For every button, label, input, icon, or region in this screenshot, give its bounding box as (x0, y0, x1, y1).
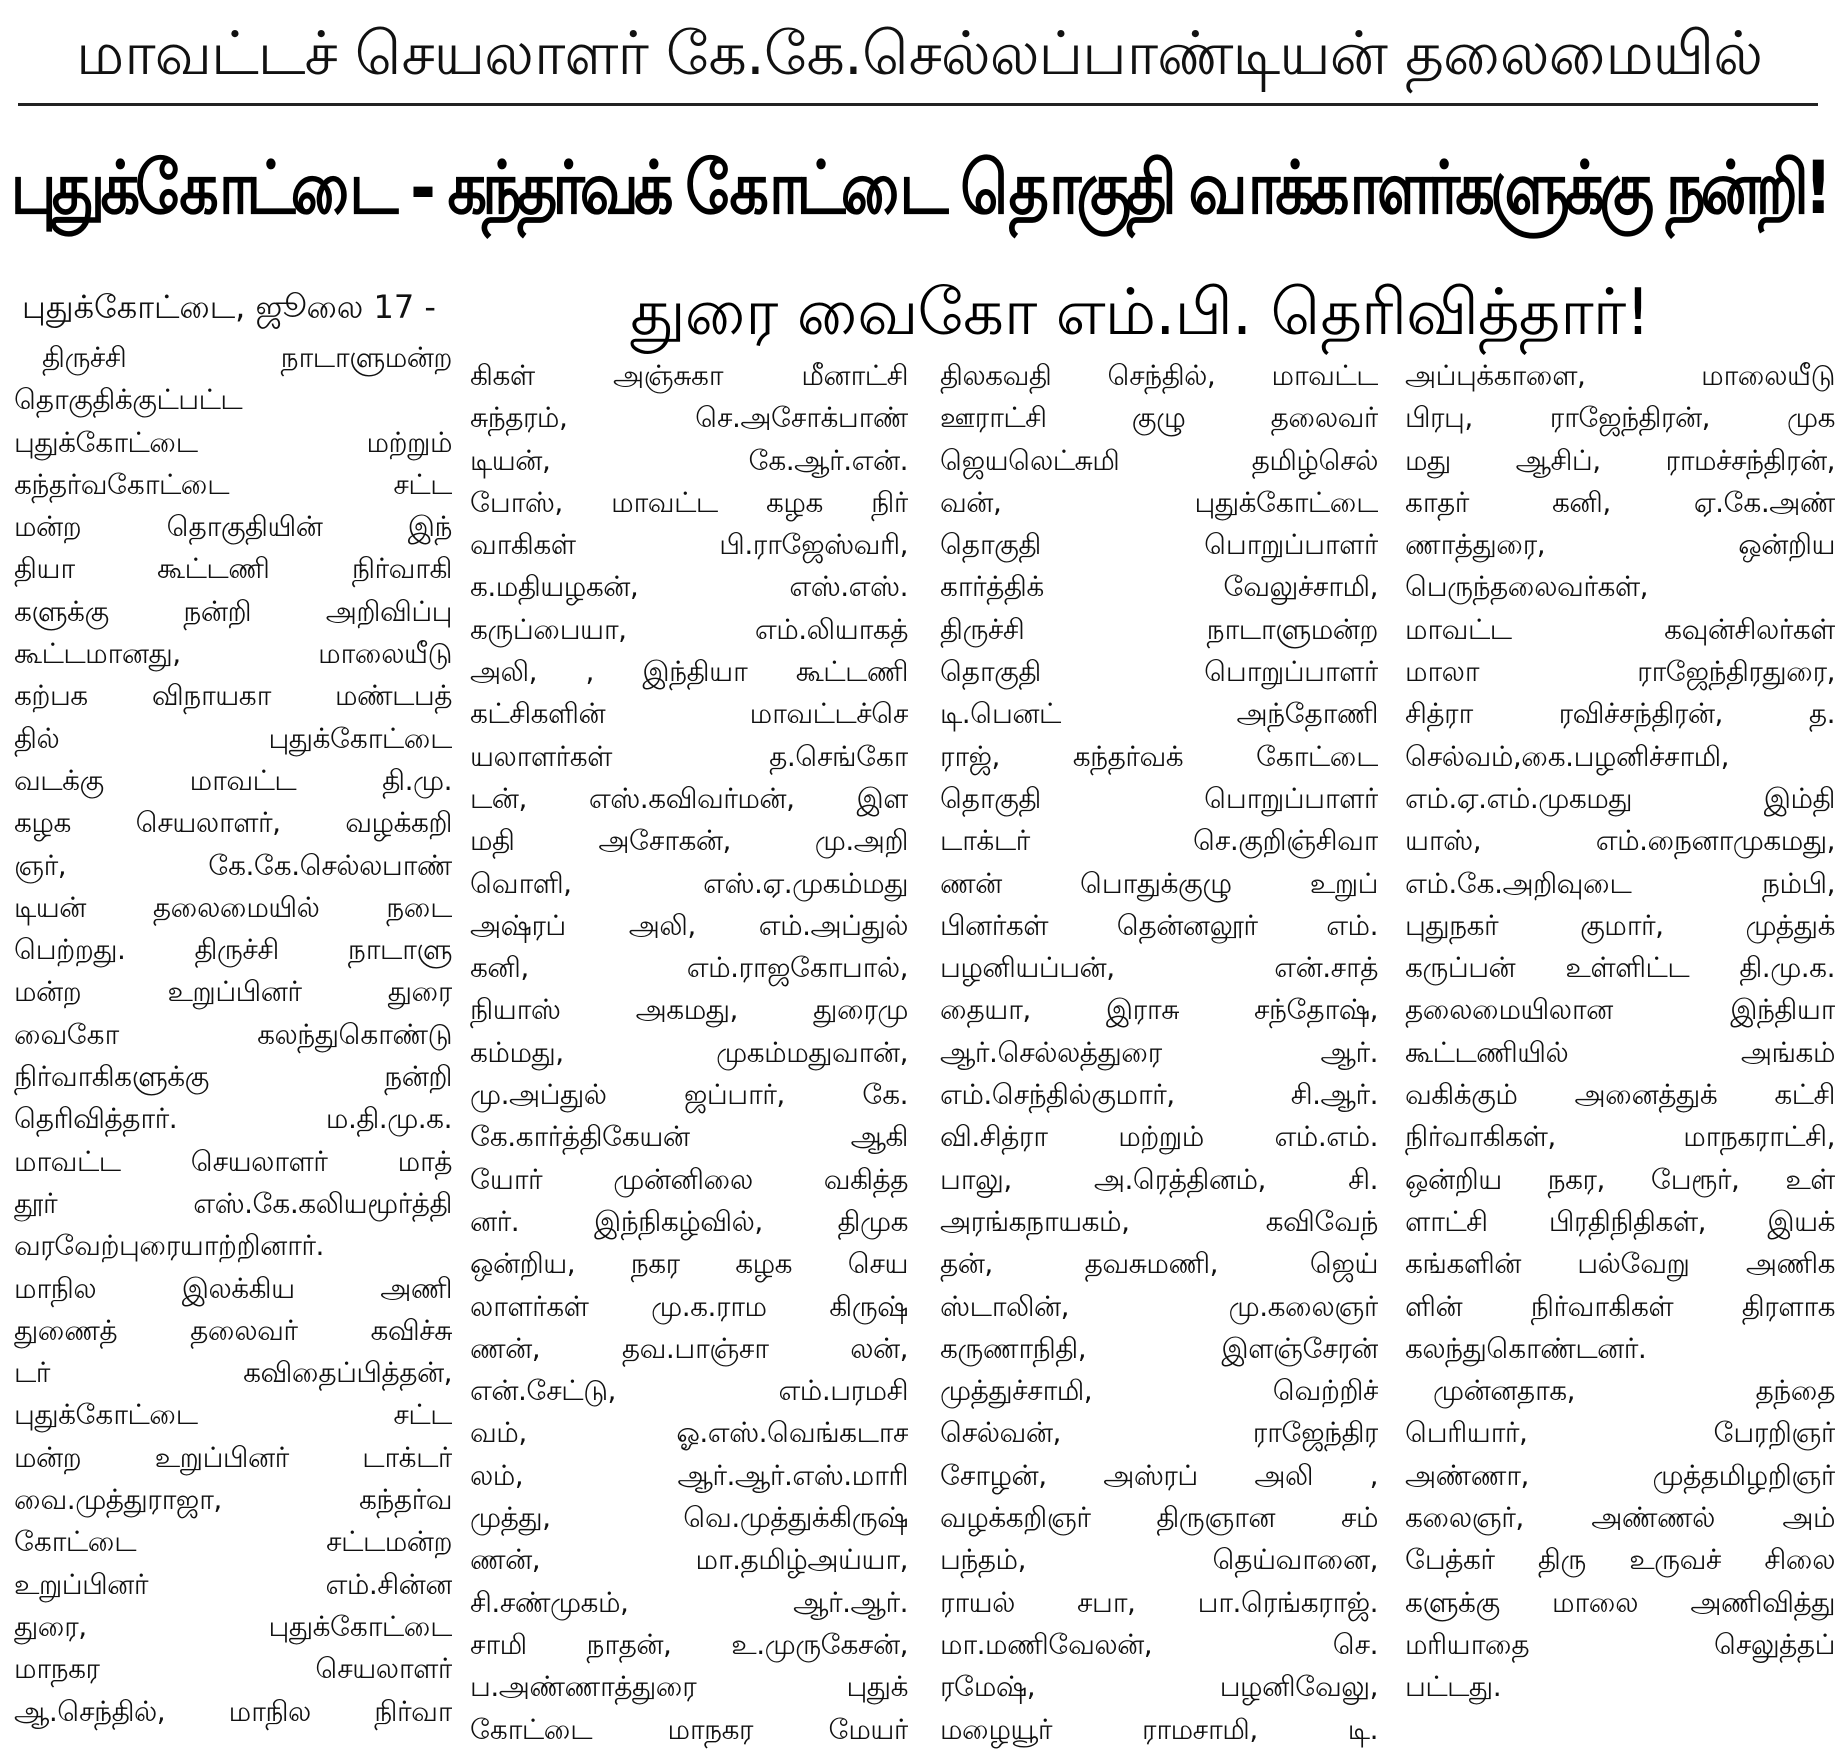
article-line: ஒன்றிய நகர, பேரூர், உள் (1405, 1162, 1835, 1196)
article-line: பழனியப்பன், என்.சாத் (940, 951, 1378, 985)
article-line: மழையூர் ராமசாமி, டி. (940, 1712, 1378, 1746)
article-line: கம்மது, முகம்மதுவான், (470, 1035, 908, 1069)
article-line: பந்தம், தெய்வானை, (940, 1543, 1378, 1577)
article-line: ஜெயலெட்சுமி தமிழ்செல் (940, 443, 1378, 477)
article-line: எம்.செந்தில்குமார், சி.ஆர். (940, 1078, 1378, 1112)
article-line: கோட்டை மாநகர மேயர் (470, 1712, 908, 1746)
article-line: செல்வன், ராஜேந்திர (940, 1416, 1378, 1450)
article-line: மதி அசோகன், மு.அறி (470, 824, 908, 858)
article-line: களுக்கு நன்றி அறிவிப்பு (14, 594, 452, 628)
article-line: அலி, , இந்தியா கூட்டணி (470, 655, 908, 689)
article-line: கருப்பன் உள்ளிட்ட தி.மு.க. (1405, 951, 1835, 985)
article-line: ளாட்சி பிரதிநிதிகள், இயக் (1405, 1204, 1835, 1238)
article-line: தெரிவித்தார். ம.தி.மு.க. (14, 1102, 452, 1136)
article-line: சோழன், அஸ்ரப் அலி , (940, 1458, 1378, 1492)
article-line: ராயல் சபா, பா.ரெங்கராஜ். (940, 1585, 1378, 1619)
article-line: துரை, புதுக்கோட்டை (14, 1609, 452, 1643)
article-line: கங்களின் பல்வேறு அணிக (1405, 1247, 1835, 1281)
article-line: டி.பெனட் அந்தோணி (940, 697, 1378, 731)
article-line: கலைஞர், அண்ணல் அம் (1405, 1501, 1835, 1535)
article-line: கந்தர்வகோட்டை சட்ட (14, 467, 452, 501)
article-line: தொகுதி பொறுப்பாளர் (940, 781, 1378, 815)
article-line: மா.மணிவேலன், செ. (940, 1627, 1378, 1661)
article-line: நியாஸ் அகமது, துரைமு (470, 993, 908, 1027)
article-line: ணாத்துரை, ஒன்றிய (1405, 528, 1835, 562)
article-line: ணன், மா.தமிழ்அய்யா, (470, 1543, 908, 1577)
article-line: வடக்கு மாவட்ட தி.மு. (14, 763, 452, 797)
article-line: யோர் முன்னிலை வகித்த (470, 1162, 908, 1196)
article-line: களுக்கு மாலை அணிவித்து (1405, 1585, 1835, 1619)
article-line: வாகிகள் பி.ராஜேஸ்வரி, (470, 528, 908, 562)
article-line: திருச்சி நாடாளுமன்ற (42, 341, 452, 374)
article-line: டாக்டர் செ.குறிஞ்சிவா (940, 824, 1378, 858)
article-line: ஆ.செந்தில், மாநில நிர்வா (14, 1694, 452, 1728)
article-line: தொகுதி பொறுப்பாளர் (940, 655, 1378, 689)
article-line: வை.முத்துராஜா, கந்தர்வ (14, 1483, 452, 1517)
article-line: தொகுதிக்குட்பட்ட (14, 383, 243, 417)
article-line: கருப்பையா, எம்.லியாகத் (470, 612, 908, 646)
article-line: போஸ், மாவட்ட கழக நிர் (470, 485, 908, 519)
article-line: பேத்கர் திரு உருவச் சிலை (1405, 1543, 1835, 1577)
article-line: பினர்கள் தென்னலூர் எம். (940, 908, 1378, 942)
article-line: வம், ஓ.எஸ்.வெங்கடாச (470, 1416, 908, 1450)
article-line: காதர் கனி, ஏ.கே.அண் (1405, 485, 1835, 519)
article-line: மாவட்ட செயலாளர் மாத் (14, 1144, 452, 1178)
article-line: புதுக்கோட்டை மற்றும் (14, 425, 452, 459)
article-line: நிர்வாகிகள், மாநகராட்சி, (1405, 1120, 1835, 1154)
article-line: வரவேற்புரையாற்றினார். (14, 1229, 324, 1263)
article-line: ணன் பொதுக்குழு உறுப் (940, 866, 1378, 900)
article-line: கழக செயலாளர், வழக்கறி (14, 806, 452, 840)
article-line: கே.கார்த்திகேயன் ஆகி (470, 1120, 908, 1154)
article-line: கூட்டணியில் அங்கம் (1405, 1035, 1835, 1069)
article-line: லாளர்கள் மு.க.ராம கிருஷ் (470, 1289, 908, 1323)
article-line: பெரியார், பேரறிஞர் (1405, 1416, 1835, 1450)
article-line: கலந்துகொண்டனர். (1405, 1331, 1647, 1365)
article-line: மது ஆசிப், ராமச்சந்திரன், (1405, 443, 1835, 477)
article-line: மரியாதை செலுத்தப் (1405, 1627, 1835, 1661)
article-line: பாலு, அ.ரெத்தினம், சி. (940, 1162, 1378, 1196)
article-line: க.மதியழகன், எஸ்.எஸ். (470, 570, 908, 604)
article-line: ணன், தவ.பாஞ்சா லன், (470, 1331, 908, 1365)
article-column-2 (470, 355, 908, 1746)
article-line: வன், புதுக்கோட்டை (940, 485, 1378, 519)
article-line: கிகள் அஞ்சுகா மீனாட்சி (470, 359, 908, 392)
article-line: தில் புதுக்கோட்டை (14, 721, 452, 755)
article-line: பட்டது. (1405, 1670, 1502, 1704)
article-line: அப்புக்காளை, மாலையீடு (1405, 359, 1835, 392)
article-line: லம், ஆர்.ஆர்.எஸ்.மாரி (470, 1458, 908, 1492)
article-line: ஒன்றிய, நகர கழக செய (470, 1247, 908, 1281)
article-line: டியன், கே.ஆர்.என். (470, 443, 908, 477)
article-line: அரங்கநாயகம், கவிவேந் (940, 1204, 1378, 1238)
article-line: வழக்கறிஞர் திருஞான சம் (940, 1501, 1378, 1535)
article-line: புதுக்கோட்டை சட்ட (14, 1398, 452, 1432)
article-line: ளின் நிர்வாகிகள் திரளாக (1405, 1289, 1835, 1323)
article-column-3 (940, 355, 1378, 1746)
article-line: யாஸ், எம்.நைனாமுகமது, (1405, 824, 1835, 858)
article-line: பெருந்தலைவர்கள், (1405, 570, 1649, 604)
article-line: மு.அப்துல் ஜப்பார், கே. (470, 1078, 908, 1112)
article-line: நிர்வாகிகளுக்கு நன்றி (14, 1060, 452, 1094)
article-column-1 (14, 337, 452, 1728)
dateline: புதுக்கோட்டை, ஜூலை 17 - (22, 288, 436, 326)
article-line: வைகோ கலந்துகொண்டு (14, 1017, 452, 1051)
article-line: மாலா ராஜேந்திரதுரை, (1405, 655, 1835, 689)
article-line: பிரபு, ராஜேந்திரன், முக (1405, 401, 1835, 435)
article-line: ஞர், கே.கே.செல்லபாண் (14, 848, 452, 882)
headline: புதுக்கோட்டை - கந்தர்வக் கோட்டை தொகுதி வாக்காளர்களுக்கு நன்றி! (10, 144, 1828, 231)
article-line: உறுப்பினர் எம்.சின்ன (14, 1567, 452, 1601)
article-line: அஷ்ரப் அலி, எம்.அப்துல் (470, 908, 908, 942)
article-line: முத்துச்சாமி, வெற்றிச் (940, 1374, 1378, 1408)
article-line: சி.சண்முகம், ஆர்.ஆர். (470, 1585, 908, 1619)
article-line: செல்வம்,கை.பழனிச்சாமி, (1405, 739, 1730, 773)
article-line: வி.சித்ரா மற்றும் எம்.எம். (940, 1120, 1378, 1154)
article-line: ரமேஷ், பழனிவேலு, (940, 1670, 1378, 1704)
article-line: அண்ணா, முத்தமிழறிஞர் (1405, 1458, 1835, 1492)
article-line: னர். இந்நிகழ்வில், திமுக (470, 1204, 908, 1238)
article-line: தன், தவசுமணி, ஜெய் (940, 1247, 1378, 1281)
article-line: தியா கூட்டணி நிர்வாகி (14, 552, 452, 586)
article-line: தையா, இராசு சந்தோஷ், (940, 993, 1378, 1027)
article-line: துணைத் தலைவர் கவிச்சு (14, 1313, 452, 1347)
article-line: ப.அண்ணாத்துரை புதுக் (470, 1670, 908, 1704)
article-line: டன், எஸ்.கவிவர்மன், இள (470, 781, 908, 815)
article-line: மன்ற உறுப்பினர் துரை (14, 975, 452, 1009)
article-line: ஆர்.செல்லத்துரை ஆர். (940, 1035, 1378, 1069)
article-line: முன்னதாக, தந்தை (1433, 1374, 1835, 1408)
article-line: சாமி நாதன், உ.முருகேசன், (470, 1627, 908, 1661)
article-line: கனி, எம்.ராஜகோபால், (470, 951, 908, 985)
article-line: எம்.கே.அறிவுடை நம்பி, (1405, 866, 1835, 900)
article-line: முத்து, வெ.முத்துக்கிருஷ் (470, 1501, 908, 1535)
article-line: சுந்தரம், செ.அசோக்பாண் (470, 401, 908, 435)
article-line: ஸ்டாலின், மு.கலைஞர் (940, 1289, 1378, 1323)
article-line: பெற்றது. திருச்சி நாடாளு (14, 933, 452, 967)
article-line: என்.சேட்டு, எம்.பரமசி (470, 1374, 908, 1408)
article-line: ராஜ், கந்தர்வக் கோட்டை (940, 739, 1378, 773)
article-line: கருணாநிதி, இளஞ்சேரன் (940, 1331, 1378, 1365)
article-line: மன்ற தொகுதியின் இந் (14, 510, 452, 544)
article-line: சித்ரா ரவிச்சந்திரன், த. (1405, 697, 1835, 731)
subheadline: துரை வைகோ எம்.பி. தெரிவித்தார்! (630, 276, 1650, 350)
article-line: மன்ற உறுப்பினர் டாக்டர் (14, 1440, 452, 1474)
article-line: புதுநகர் குமார், முத்துக் (1405, 908, 1835, 942)
article-line: ஊராட்சி குழு தலைவர் (940, 401, 1378, 435)
article-line: தூர் எஸ்.கே.கலியமூர்த்தி (14, 1186, 452, 1220)
article-line: தலைமையிலான இந்தியா (1405, 993, 1835, 1027)
article-line: மாவட்ட கவுன்சிலர்கள் (1405, 612, 1835, 646)
article-line: டர் கவிதைப்பித்தன், (14, 1356, 452, 1390)
article-line: யலாளர்கள் த.செங்கோ (470, 739, 908, 773)
article-line: திலகவதி செந்தில், மாவட்ட (940, 359, 1378, 392)
article-line: எம்.ஏ.எம்.முகமது இம்தி (1405, 781, 1835, 815)
article-line: கற்பக விநாயகா மண்டபத் (14, 679, 452, 713)
article-line: கட்சிகளின் மாவட்டச்செ (470, 697, 908, 731)
article-line: கூட்டமானது, மாலையீடு (14, 637, 452, 671)
article-column-4 (1405, 355, 1835, 1704)
article-line: டியன் தலைமையில் நடை (14, 890, 452, 924)
article-line: மாநகர செயலாளர் (14, 1652, 452, 1686)
article-line: தொகுதி பொறுப்பாளர் (940, 528, 1378, 562)
kicker-line: மாவட்டச் செயலாளர் கே.கே.செல்லப்பாண்டியன் தலைமையில் (75, 19, 1763, 89)
article-line: திருச்சி நாடாளுமன்ற (940, 612, 1378, 646)
article-line: கோட்டை சட்டமன்ற (14, 1525, 452, 1559)
article-line: வொளி, எஸ்.ஏ.முகம்மது (470, 866, 908, 900)
article-line: வகிக்கும் அனைத்துக் கட்சி (1405, 1078, 1835, 1112)
article-line: மாநில இலக்கிய அணி (14, 1271, 452, 1305)
article-line: கார்த்திக் வேலுச்சாமி, (940, 570, 1378, 604)
